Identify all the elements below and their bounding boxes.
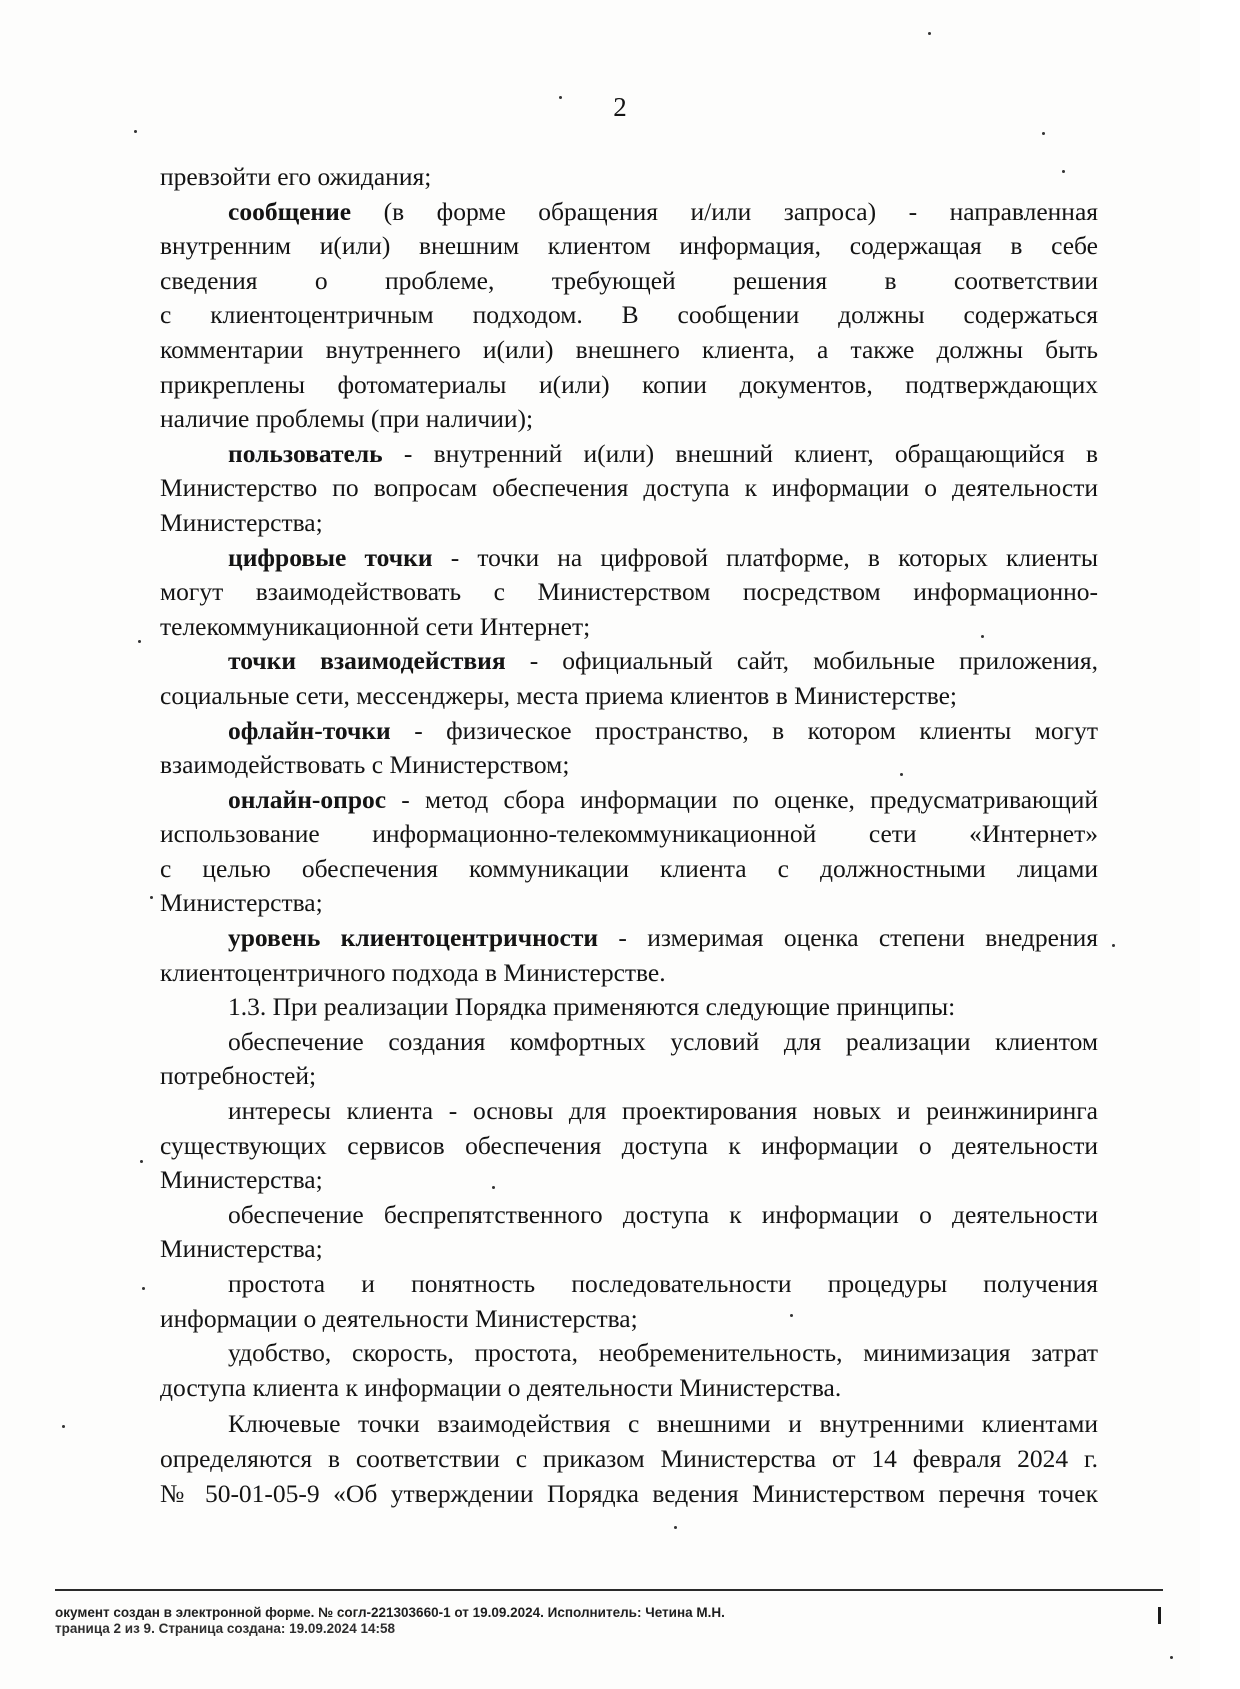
term: сообщение <box>228 196 352 226</box>
scan-speck <box>1042 132 1045 135</box>
text-line: комментарии внутреннего и(или) внешнего клиента, а также должны быть <box>160 334 1098 364</box>
scan-speck <box>1170 1656 1173 1659</box>
scan-speck <box>140 1160 143 1163</box>
footer-margin-mark <box>1158 1607 1161 1624</box>
scan-speck <box>150 896 153 899</box>
text-line: доступа клиента к информации о деятельности Министерства. <box>160 1372 842 1402</box>
text-line: наличие проблемы (при наличии); <box>160 404 534 434</box>
scan-speck <box>928 32 931 35</box>
term: онлайн-опрос <box>228 784 387 814</box>
page-number: 2 <box>613 92 627 122</box>
term: цифровые точки <box>228 542 433 572</box>
principle-item: обеспечение беспрепятственного доступа к информации о деятельности <box>228 1199 1098 1229</box>
scan-speck <box>138 640 141 643</box>
footer-stamp <box>55 1605 725 1636</box>
text-line: социальные сети, мессенджеры, места приема клиентов в Министерстве; <box>160 680 958 710</box>
text-line: существующих сервисов обеспечения доступа к информации о деятельности <box>160 1130 1098 1160</box>
definition-uroven-klientotsentrichnosti: уровень клиентоцентричности - измеримая оценка степени внедрения <box>228 923 1098 953</box>
paragraph-key-points: Ключевые точки взаимодействия с внешними и внутренними клиентами <box>228 1409 1098 1439</box>
document-body <box>160 160 1098 1511</box>
scan-speck <box>559 96 562 99</box>
section-heading-1-3: 1.3. При реализации Порядка применяются следующие принципы: <box>228 992 956 1022</box>
text-line: могут взаимодействовать с Министерством посредством информационно- <box>160 577 1098 607</box>
text-line: клиентоцентричного подхода в Министерстве. <box>160 957 666 987</box>
principle-item: интересы клиента - основы для проектирования новых и реинжиниринга <box>228 1096 1098 1126</box>
text-line: использование информационно-телекоммуникационной сети «Интернет» <box>160 819 1098 849</box>
definition-oflayn-tochki: офлайн-точки - физическое пространство, в котором клиенты могут <box>228 715 1098 745</box>
text-line: Министерства; <box>160 507 323 537</box>
text-line: с целью обеспечения коммуникации клиента с должностными лицами <box>160 853 1098 883</box>
definition-tsifrovye-tochki: цифровые точки - точки на цифровой платформе, в которых клиенты <box>228 542 1098 572</box>
text-line: Министерства; <box>160 1234 323 1264</box>
text-line: превзойти его ожидания; <box>160 162 432 191</box>
scan-speck <box>981 635 984 638</box>
text-line: прикреплены фотоматериалы и(или) копии документов, подтверждающих <box>160 369 1098 399</box>
scan-speck <box>790 1314 793 1317</box>
scan-speck <box>492 1186 495 1189</box>
definition-soobshchenie: сообщение (в форме обращения и/или запроса) - направленная <box>228 196 1098 226</box>
text-line: № 50-01-05-9 «Об утверждении Порядка ведения Министерством перечня точек <box>160 1478 1098 1508</box>
term: офлайн-точки <box>228 715 391 745</box>
scan-speck <box>62 1425 65 1428</box>
scan-speck <box>1062 170 1065 173</box>
text-line: с клиентоцентричным подходом. В сообщении должны содержаться <box>160 300 1098 330</box>
principle-item: простота и понятность последовательности процедуры получения <box>228 1269 1098 1298</box>
text-line: потребностей; <box>160 1061 317 1091</box>
scan-speck <box>900 773 903 776</box>
text-line: информации о деятельности Министерства; <box>160 1303 638 1333</box>
text-line: определяются в соответствии с приказом Министерства от 14 февраля 2024 г. <box>160 1443 1098 1473</box>
principle-item: обеспечение создания комфортных условий для реализации клиентом <box>228 1026 1098 1056</box>
scan-speck <box>1112 944 1115 947</box>
text-line: Министерства; <box>160 1165 323 1195</box>
definition-tochki-vzaimodeystviya: точки взаимодействия - официальный сайт, мобильные приложения, <box>228 646 1099 676</box>
scan-speck <box>134 130 137 133</box>
scan-speck <box>142 1287 145 1290</box>
text-line: внутренним и(или) внешним клиентом информация, содержащая в себе <box>160 231 1098 261</box>
text-line: телекоммуникационной сети Интернет; <box>160 611 591 641</box>
definition-polzovatel: пользователь - внутренний и(или) внешний клиент, обращающийся в <box>228 438 1098 468</box>
text-line: Министерства; <box>160 888 323 918</box>
footer-line-page-info: траница 2 из 9. Страница создана: 19.09.2024 14:58 <box>55 1621 395 1636</box>
term: точки взаимодействия <box>228 646 506 676</box>
text-line: сведения о проблеме, требующей решения в соответствии <box>160 265 1098 295</box>
scan-speck <box>674 1526 677 1529</box>
definition-onlayn-opros: онлайн-опрос - метод сбора информации по оценке, предусматривающий <box>228 784 1098 814</box>
term: уровень клиентоцентричности <box>228 923 599 953</box>
footer-line-document-info: окумент создан в электронной форме. № согл-221303660-1 от 19.09.2024. Исполнитель: Четина М.Н. <box>55 1605 725 1620</box>
text-line: Министерство по вопросам обеспечения доступа к информации о деятельности <box>160 473 1098 503</box>
principle-item: удобство, скорость, простота, необременительность, минимизация затрат <box>228 1338 1098 1368</box>
footer-divider <box>55 1589 1163 1591</box>
text-line: взаимодействовать с Министерством; <box>160 750 570 780</box>
term: пользователь <box>228 438 383 468</box>
